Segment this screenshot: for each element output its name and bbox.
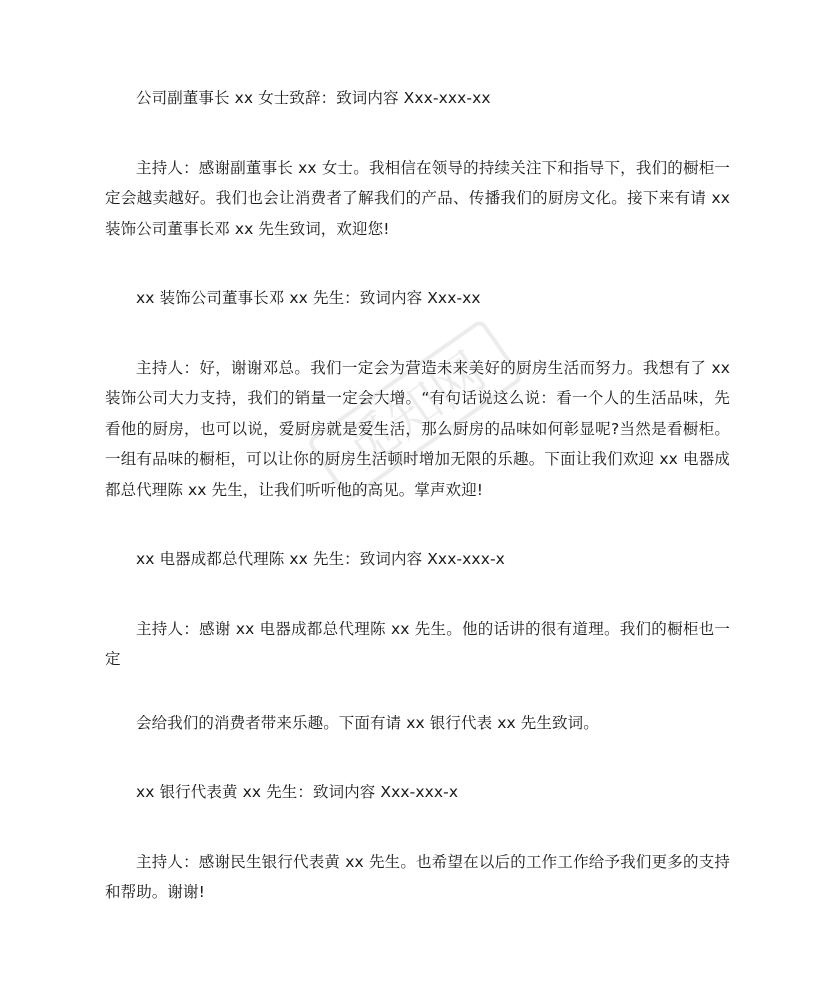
paragraph-speech-decoration-chairman: xx 装饰公司董事长邓 xx 先生：致词内容 Xxx-xx [136,289,481,307]
paragraph-host-1: 主持人：感谢副董事长 xx 女士。我相信在领导的持续关注下和指导下，我们的橱柜一定会越卖越好。我们也会让消费者了解我们的产品、传播我们的厨房文化。接下来有请 xx 装饰公司董事长邓 xx 先生致词，欢迎您! [105,158,730,238]
watermark-text: 觅知网 [334,341,497,481]
paragraph-host-2: 主持人：好，谢谢邓总。我们一定会为营造未来美好的厨房生活而努力。我想有了 xx 装饰公司大力支持，我们的销量一定会大增。“有句话说这么说：看一个人的生活品味，先看他的厨房，也可以说，爱厨房就是爱生活，那么厨房的品味如何彰显呢?当然是看橱柜。一组有品味的橱柜，可以让你的厨房生活顿时增加无限的乐趣。下面让我们欢迎 xx 电器成都总代理陈 xx 先生，让我们听听他的高见。掌声欢迎! [105,358,730,499]
paragraph-host-4: 主持人：感谢民生银行代表黄 xx 先生。也希望在以后的工作工作给予我们更多的支持和帮助。谢谢! [105,852,730,901]
paragraph-host-3-continued: 会给我们的消费者带来乐趣。下面有请 xx 银行代表 xx 先生致词。 [136,713,599,732]
paragraph-speech-bank-representative: xx 银行代表黄 xx 先生：致词内容 Xxx-xxx-x [136,783,459,801]
document-body [105,83,730,908]
paragraph-speech-appliance-agent: xx 电器成都总代理陈 xx 先生：致词内容 Xxx-xxx-x [136,550,505,568]
paragraph-host-3: 主持人：感谢 xx 电器成都总代理陈 xx 先生。他的话讲的很有道理。我们的橱柜也一定 [105,619,730,668]
paragraph-speech-vice-chairman: 公司副董事长 xx 女士致辞：致词内容 Xxx-xxx-xx [136,89,491,107]
